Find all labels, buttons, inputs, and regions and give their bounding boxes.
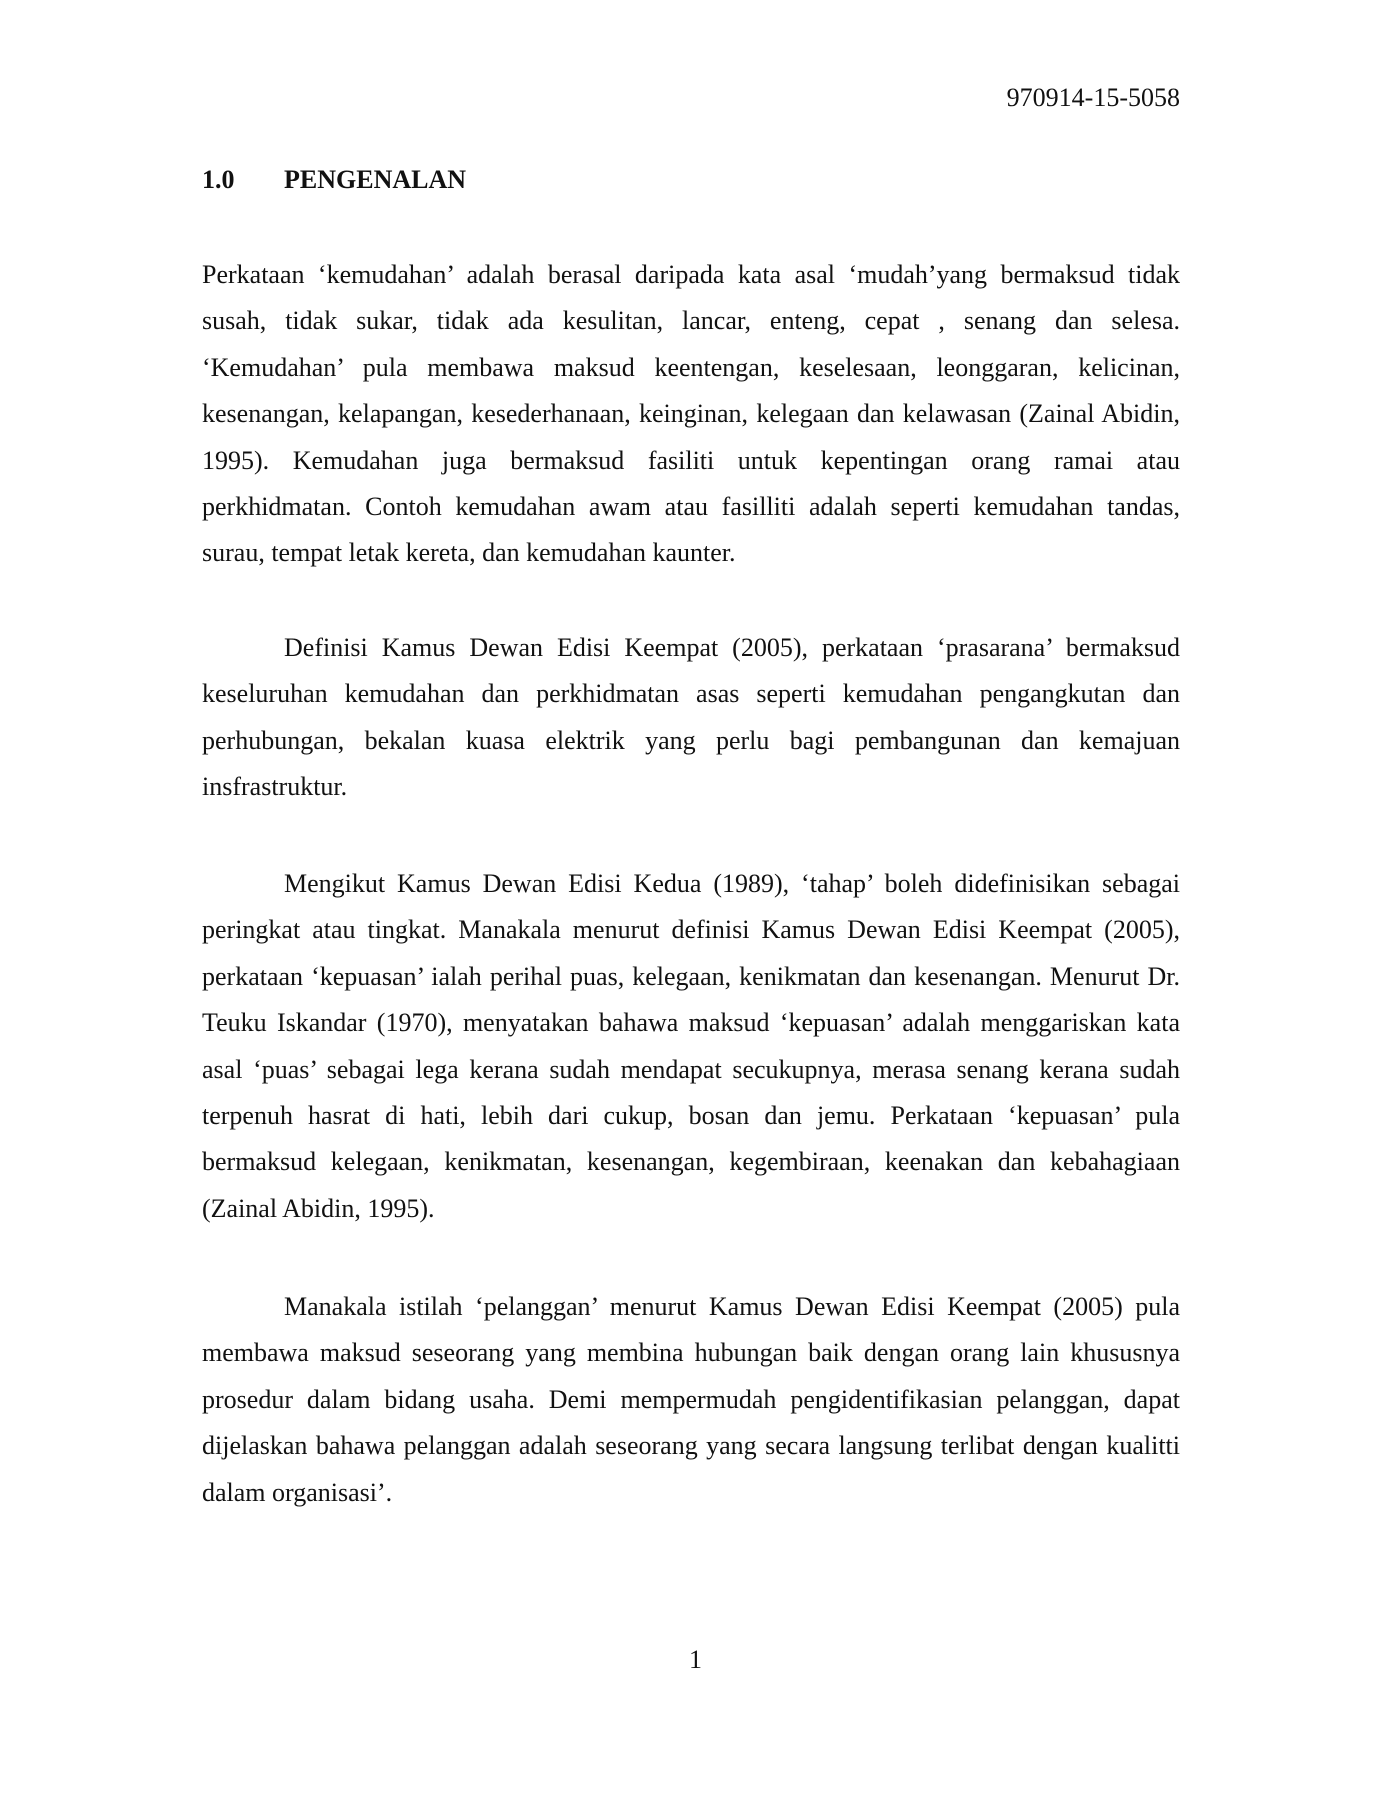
paragraph-kemudahan: Perkataan ‘kemudahan’ adalah berasal daripada kata asal ‘mudah’yang bermaksud tidak susah, tidak sukar, tidak ada kesulitan, lancar, enteng, cepat , senang dan selesa. ‘Kemudahan’ pula membawa maksud keentengan, keselesaan, leonggaran, kelicinan, kesenangan, kelapangan, kesederhanaan, keinginan, kelegaan dan kelawasan (Zainal Abidin, 1995). Kemudahan juga bermaksud fasiliti untuk kepentingan orang ramai atau perkhidmatan. Contoh kemudahan awam atau fasilliti adalah seperti kemudahan tandas, surau, tempat letak kereta, dan kemudahan kaunter. <box>202 260 1180 568</box>
section-number: 1.0 <box>202 165 235 194</box>
paragraph-pelanggan: Manakala istilah ‘pelanggan’ menurut Kamus Dewan Edisi Keempat (2005) pula membawa maksud seseorang yang membina hubungan baik dengan orang lain khususnya prosedur dalam bidang usaha. Demi mempermudah pengidentifikasian pelanggan, dapat dijelaskan bahawa pelanggan adalah seseorang yang secara langsung terlibat dengan kualitti dalam organisasi’. <box>202 1292 1180 1507</box>
paragraph-prasarana: Definisi Kamus Dewan Edisi Keempat (2005), perkataan ‘prasarana’ bermaksud keseluruhan kemudahan dan perkhidmatan asas seperti kemudahan pengangkutan dan perhubungan, bekalan kuasa elektrik yang perlu bagi pembangunan dan kemajuan insfrastruktur. <box>202 633 1180 802</box>
section-title: PENGENALAN <box>284 165 467 194</box>
paragraph-kepuasan: Mengikut Kamus Dewan Edisi Kedua (1989), ‘tahap’ boleh didefinisikan sebagai peringkat atau tingkat. Manakala menurut definisi Kamus Dewan Edisi Keempat (2005), perkataan ‘kepuasan’ ialah perihal puas, kelegaan, kenikmatan dan kesenangan. Menurut Dr. Teuku Iskandar (1970), menyatakan bahawa maksud ‘kepuasan’ adalah menggariskan kata asal ‘puas’ sebagai lega kerana sudah mendapat secukupnya, merasa senang kerana sudah terpenuh hasrat di hati, lebih dari cukup, bosan dan jemu. Perkataan ‘kepuasan’ pula bermaksud kelegaan, kenikmatan, kesenangan, kegembiraan, keenakan dan kebahagiaan (Zainal Abidin, 1995). <box>202 869 1180 1223</box>
page-number: 1 <box>689 1645 702 1674</box>
section-heading <box>202 164 466 196</box>
document-id: 970914-15-5058 <box>1006 83 1180 112</box>
